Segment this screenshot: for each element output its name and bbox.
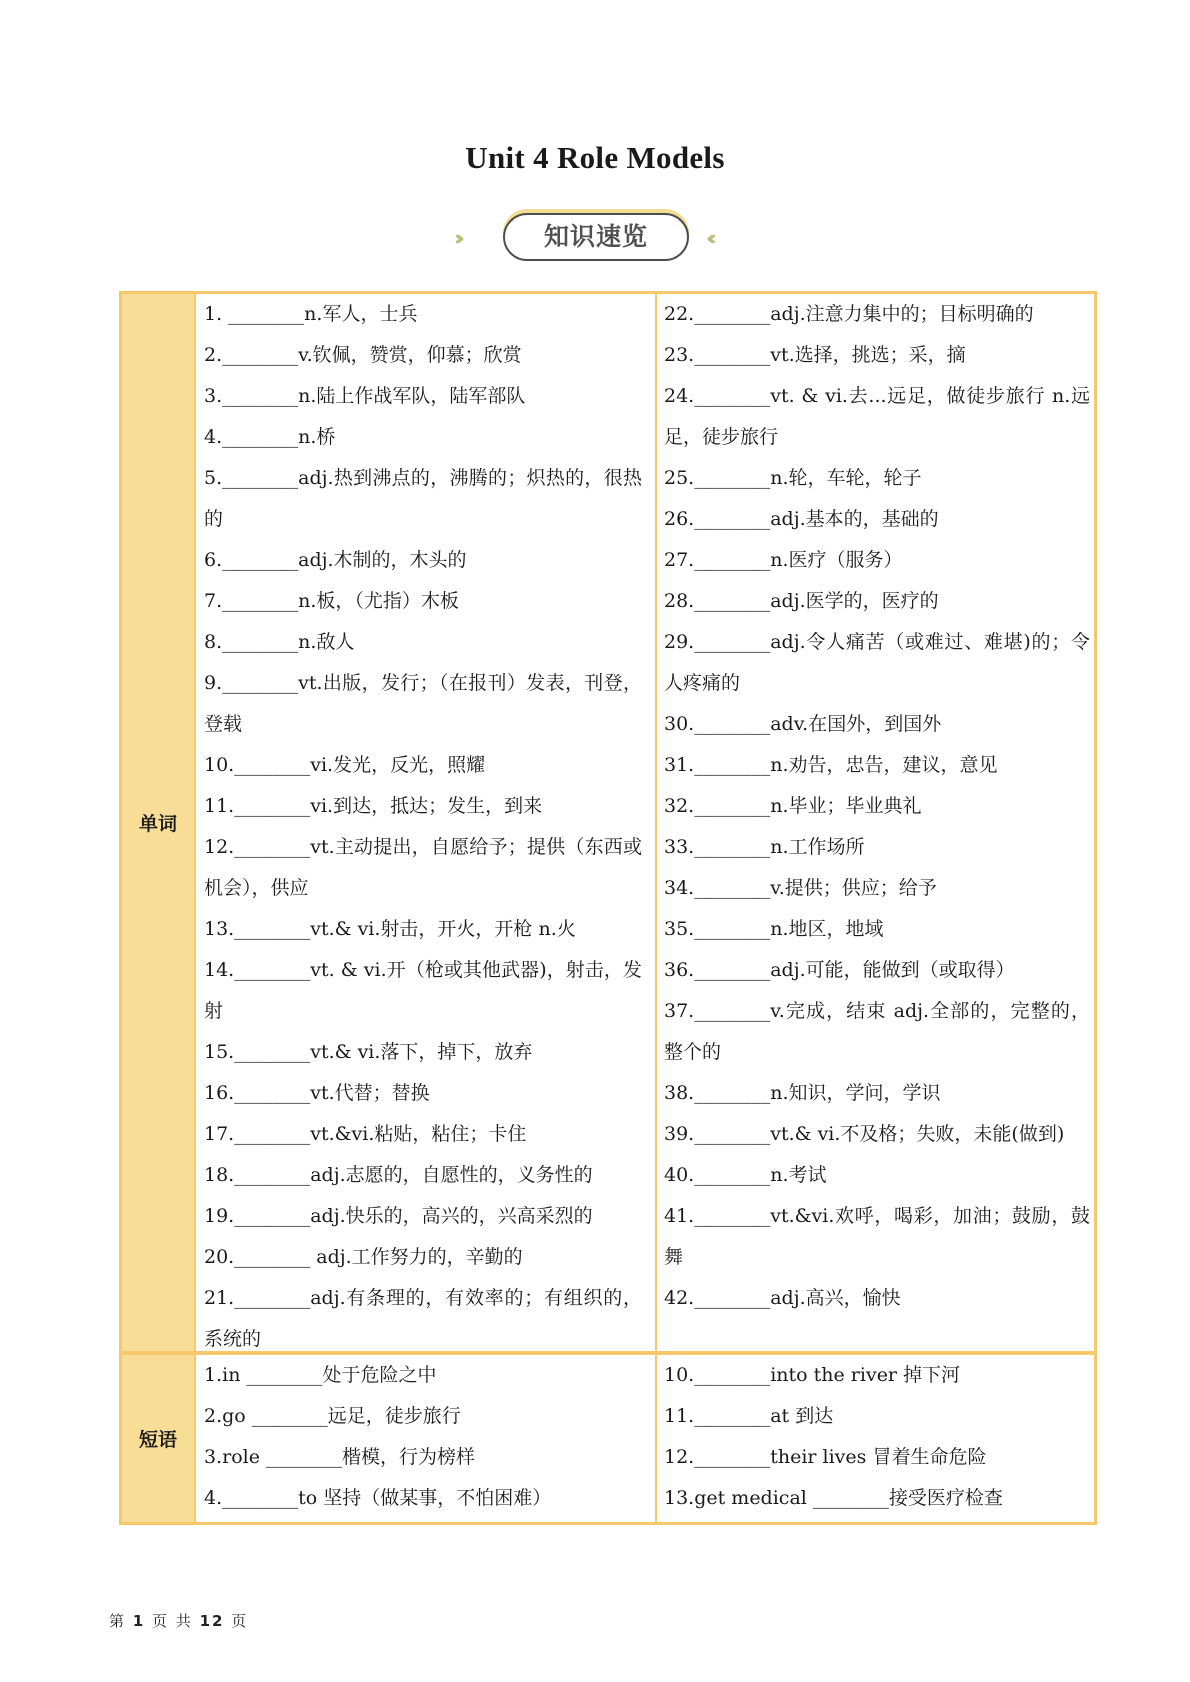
- list-item: 22.________adj.注意力集中的；目标明确的: [664, 303, 1034, 325]
- list-item: 21.________adj.有条理的，有效率的；有组织的，系统的: [204, 1287, 642, 1350]
- list-item: 42.________adj.高兴，愉快: [664, 1287, 901, 1309]
- badge-label: 知识速览: [503, 213, 689, 261]
- vocab-table: [119, 291, 1097, 1354]
- footer-prefix: 第: [109, 1612, 127, 1630]
- list-item: 2.________v.钦佩，赞赏，仰慕；欣赏: [204, 344, 522, 366]
- phrase-right-column: [664, 1355, 1090, 1522]
- list-item: 28.________adj.医学的，医疗的: [664, 590, 939, 612]
- footer-middle: 页 共: [152, 1612, 193, 1630]
- column-divider: [655, 1355, 657, 1522]
- list-item: 3.role ________楷模，行为榜样: [204, 1446, 476, 1468]
- list-item: 29.________adj.令人痛苦（或难过、难堪)的；令人疼痛的: [664, 631, 1090, 694]
- list-item: 11.________at 到达: [664, 1405, 834, 1427]
- list-item: 13.________vt.& vi.射击，开火，开枪 n.火: [204, 918, 576, 940]
- list-item: 33.________n.工作场所: [664, 836, 865, 858]
- list-item: 10.________vi.发光，反光，照耀: [204, 754, 486, 776]
- list-item: 30.________adv.在国外，到国外: [664, 713, 942, 735]
- vocab-right-column: [664, 294, 1090, 1351]
- section-badge: [0, 213, 1190, 265]
- list-item: 31.________n.劝告，忠告，建议，意见: [664, 754, 998, 776]
- list-item: 32.________n.毕业；毕业典礼: [664, 795, 922, 817]
- list-item: 13.get medical ________接受医疗检查: [664, 1487, 1003, 1509]
- list-item: 1.in ________处于危险之中: [204, 1364, 437, 1386]
- list-item: 5.________adj.热到沸点的，沸腾的；炽热的，很热的: [204, 467, 642, 530]
- footer-suffix: 页: [231, 1612, 249, 1630]
- list-item: 6.________adj.木制的，木头的: [204, 549, 467, 571]
- list-item: 15.________vt.& vi.落下，掉下，放弃: [204, 1041, 533, 1063]
- phrase-left-column: [204, 1355, 642, 1522]
- chevron-right-icon: ›››: [454, 226, 458, 250]
- list-item: 19.________adj.快乐的，高兴的，兴高采烈的: [204, 1205, 593, 1227]
- vocab-left-column: [204, 294, 642, 1351]
- list-item: 38.________n.知识，学问，学识: [664, 1082, 941, 1104]
- list-item: 4.________n.桥: [204, 426, 336, 448]
- footer-page-number: 1: [132, 1612, 146, 1630]
- list-item: 1. ________n.军人，士兵: [204, 303, 418, 325]
- list-item: 35.________n.地区，地域: [664, 918, 884, 940]
- list-item: 40.________n.考试: [664, 1164, 827, 1186]
- list-item: 20.________ adj.工作努力的，辛勤的: [204, 1246, 523, 1268]
- list-item: 2.go ________远足，徒步旅行: [204, 1405, 461, 1427]
- vocab-section-label: 单词: [122, 294, 196, 1351]
- list-item: 24.________vt. & vi.去...远足，做徒步旅行 n.远足，徒步旅行: [664, 385, 1090, 448]
- list-item: 9.________vt.出版，发行；（在报刊）发表，刊登，登载: [204, 672, 642, 735]
- page-title: Unit 4 Role Models: [465, 140, 725, 175]
- list-item: 3.________n.陆上作战军队，陆军部队: [204, 385, 526, 407]
- list-item: 8.________n.敌人: [204, 631, 355, 653]
- list-item: 16.________vt.代替；替换: [204, 1082, 430, 1104]
- list-item: 39.________vt.& vi.不及格；失败，未能(做到): [664, 1123, 1065, 1145]
- footer-total-pages: 12: [199, 1612, 225, 1630]
- list-item: 14.________vt. & vi.开（枪或其他武器)，射击，发射: [204, 959, 642, 1022]
- list-item: 12.________their lives 冒着生命危险: [664, 1446, 987, 1468]
- list-item: 23.________vt.选择，挑选；采，摘: [664, 344, 966, 366]
- list-item: 36.________adj.可能，能做到（或取得）: [664, 959, 1015, 981]
- phrase-table: [119, 1354, 1097, 1525]
- list-item: 37.________v.完成，结束 adj.全部的，完整的，整个的: [664, 1000, 1090, 1063]
- list-item: 7.________n.板，（尤指）木板: [204, 590, 459, 612]
- list-item: 11.________vi.到达，抵达；发生，到来: [204, 795, 543, 817]
- list-item: 26.________adj.基本的，基础的: [664, 508, 939, 530]
- list-item: 41.________vt.&vi.欢呼，喝彩，加油；鼓励，鼓舞: [664, 1205, 1090, 1268]
- list-item: 18.________adj.志愿的，自愿性的，义务性的: [204, 1164, 593, 1186]
- list-item: 34.________v.提供；供应；给予: [664, 877, 937, 899]
- list-item: 12.________vt.主动提出，自愿给予；提供（东西或机会），供应: [204, 836, 642, 899]
- list-item: 27.________n.医疗（服务）: [664, 549, 903, 571]
- list-item: 4.________to 坚持（做某事，不怕困难）: [204, 1487, 552, 1509]
- page-footer: [109, 1610, 248, 1631]
- chevron-left-icon: ‹‹‹: [706, 226, 710, 250]
- column-divider: [655, 294, 657, 1351]
- list-item: 25.________n.轮，车轮，轮子: [664, 467, 922, 489]
- phrase-section-label: 短语: [122, 1355, 196, 1522]
- list-item: 10.________into the river 掉下河: [664, 1364, 961, 1386]
- list-item: 17.________vt.&vi.粘贴，粘住；卡住: [204, 1123, 527, 1145]
